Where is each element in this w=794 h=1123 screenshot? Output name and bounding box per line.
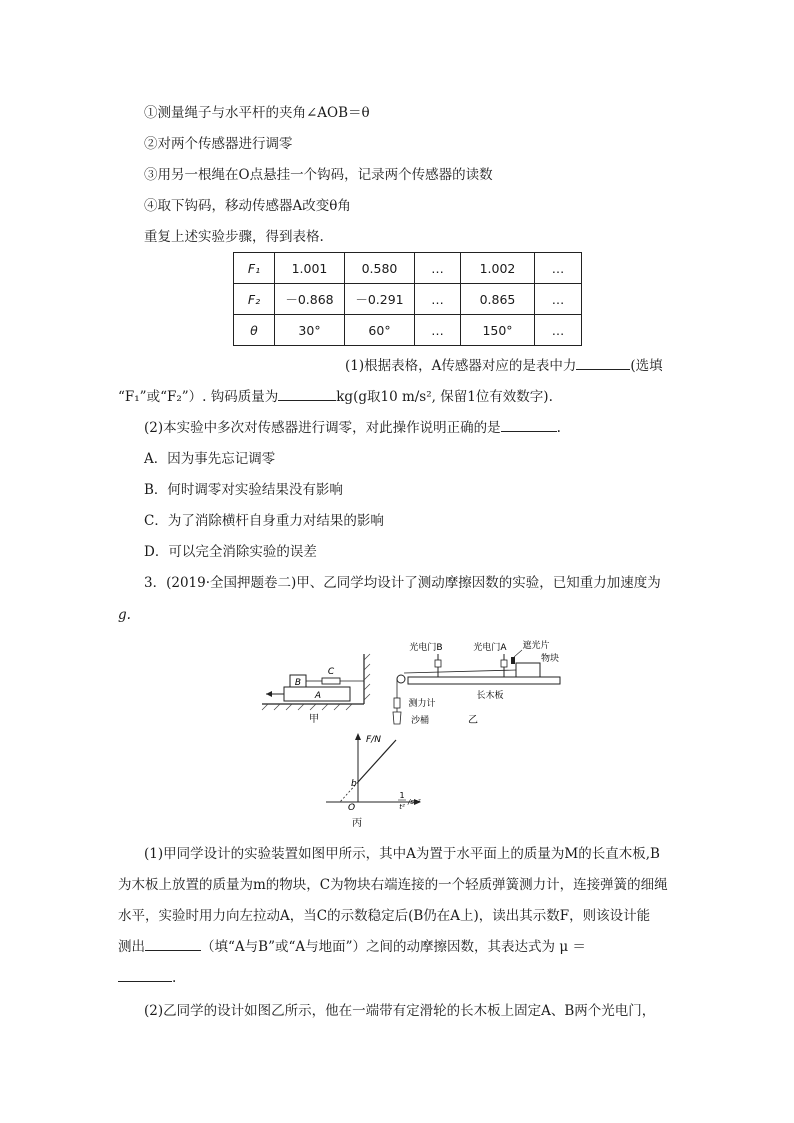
table-cell: 0.865 — [461, 284, 535, 315]
label-gate-b: 光电门B — [409, 643, 443, 653]
q3-line-1: (1)甲同学设计的实验装置如图甲所示，其中A为置于水平面上的质量为M的长直木板,B — [144, 846, 660, 862]
label-board: 长木板 — [476, 691, 504, 701]
q1-text-tail: (选填 — [630, 358, 663, 374]
label-block: 物块 — [540, 654, 560, 664]
x-label-unit: /s⁻² — [408, 798, 421, 806]
q2-text-end: . — [556, 420, 561, 436]
q3-text-end: . — [172, 970, 177, 986]
option-c: C．为了消除横杆自身重力对结果的影响 — [144, 513, 384, 529]
caption-bing: 丙 — [352, 818, 362, 829]
problem-3-line-2: g. — [118, 607, 131, 623]
step-1: ①测量绳子与水平杆的夹角∠AOB＝θ — [144, 105, 370, 121]
q3-line-3: 水平，实验时用力向左拉动A，当C的示数稳定后(B仍在A上)，读出其示数F，则该设计能 — [118, 908, 651, 924]
table-cell: … — [535, 253, 582, 284]
label-gate-a: 光电门A — [473, 643, 507, 653]
table-cell: 60° — [345, 315, 415, 346]
row-label: F₁ — [234, 253, 275, 284]
step-2: ②对两个传感器进行调零 — [144, 136, 293, 152]
option-a: A．因为事先忘记调零 — [144, 451, 276, 467]
y-axis-label: F/N — [366, 735, 381, 745]
figure-yi — [390, 636, 570, 728]
option-b: B．何时调零对实验结果没有影响 — [144, 482, 343, 498]
q4-line-1: (2)乙同学的设计如图乙所示，他在一端带有定滑轮的长木板上固定A、B两个光电门， — [144, 1003, 656, 1019]
table-cell: 0.580 — [345, 253, 415, 284]
label-b: B — [294, 678, 302, 688]
step-3: ③用另一根绳在O点悬挂一个钩码，记录两个传感器的读数 — [144, 167, 493, 183]
x-label-numerator: 1 — [399, 791, 405, 800]
q1-line-1 — [345, 357, 663, 375]
table-cell: 150° — [461, 315, 535, 346]
label-bucket: 沙桶 — [410, 716, 430, 726]
q3-text: 测出 — [118, 939, 145, 955]
q3-line-4 — [118, 938, 586, 956]
step-4: ④取下钩码，移动传感器A改变θ角 — [144, 198, 351, 214]
data-table — [233, 252, 582, 346]
table-cell: 1.002 — [461, 253, 535, 284]
x-label-denominator: t² — [399, 803, 405, 811]
label-meter: 测力计 — [408, 699, 436, 709]
table-row — [234, 284, 582, 315]
q1-text: “F₁”或“F₂”）. 钩码质量为 — [118, 389, 279, 405]
label-shade: 遮光片 — [522, 641, 550, 651]
table-cell: … — [535, 284, 582, 315]
q3-text-tail: （填“A与B”或“A与地面”）之间的动摩擦因数，其表达式为 μ ＝ — [201, 939, 586, 955]
table-cell: 1.001 — [275, 253, 345, 284]
table-row — [234, 253, 582, 284]
label-a: A — [314, 691, 322, 701]
answer-blank[interactable] — [576, 357, 630, 370]
intercept-label: b — [351, 779, 357, 789]
q1-text-tail: kg(g取10 m/s², 保留1位有效数字). — [336, 389, 553, 405]
answer-blank[interactable] — [118, 969, 172, 982]
q3-line-2: 为木板上放置的质量为m的物块，C为物块右端连接的一个轻质弹簧测力计，连接弹簧的细绳 — [118, 877, 668, 893]
table-cell: … — [535, 315, 582, 346]
table-cell: … — [415, 315, 461, 346]
table-cell: … — [415, 253, 461, 284]
problem-3-line-1: 3．(2019·全国押题卷二)甲、乙同学均设计了测动摩擦因数的实验，已知重力加速度为 — [144, 575, 661, 591]
q2-text: (2)本实验中多次对传感器进行调零，对此操作说明正确的是 — [144, 420, 501, 436]
table-cell: －0.291 — [345, 284, 415, 315]
q1-line-2 — [118, 388, 553, 406]
label-c: C — [327, 667, 335, 677]
step-5: 重复上述实验步骤，得到表格. — [144, 229, 324, 245]
row-label: F₂ — [234, 284, 275, 315]
table-cell: 30° — [275, 315, 345, 346]
caption-yi: 乙 — [468, 715, 478, 726]
option-d: D．可以完全消除实验的误差 — [144, 544, 317, 560]
row-label: θ — [234, 315, 275, 346]
answer-blank[interactable] — [278, 388, 336, 401]
table-cell: －0.868 — [275, 284, 345, 315]
figure-bing — [318, 730, 428, 830]
q1-text: (1)根据表格，A传感器对应的是表中力 — [345, 358, 577, 374]
caption-jia: 甲 — [309, 714, 319, 725]
q2-stem — [144, 419, 561, 437]
origin-label: O — [348, 803, 356, 813]
table-cell: … — [415, 284, 461, 315]
answer-blank[interactable] — [145, 938, 201, 951]
figure-jia — [258, 652, 383, 726]
table-row — [234, 315, 582, 346]
answer-blank[interactable] — [501, 419, 557, 432]
q3-line-5 — [118, 969, 176, 987]
